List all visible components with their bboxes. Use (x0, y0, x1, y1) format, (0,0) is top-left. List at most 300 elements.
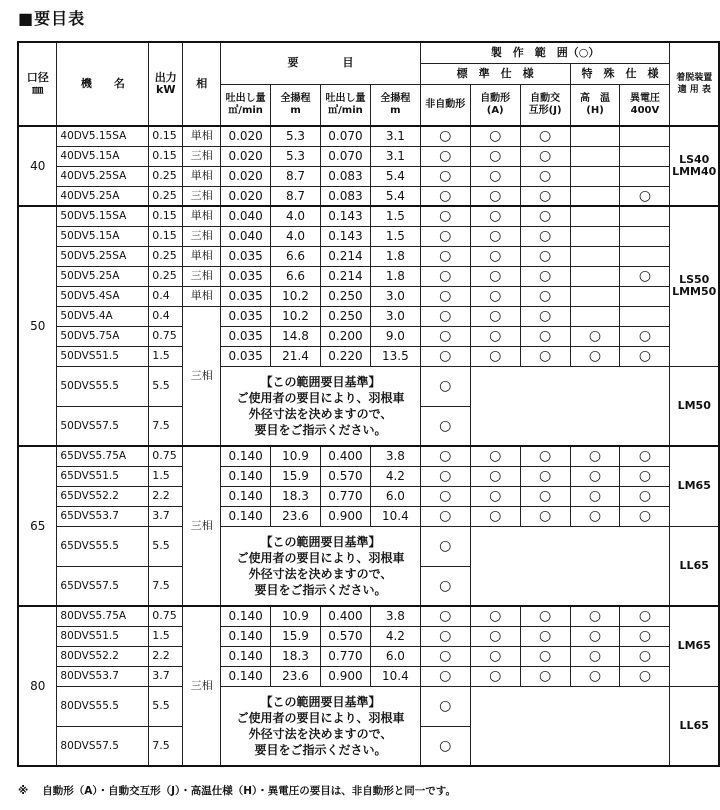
model-cell: 80DVS52.2 (57, 646, 149, 666)
head-cell: 1.5 (370, 206, 420, 226)
circle-mark: ○ (538, 448, 552, 465)
range-cell (620, 346, 670, 366)
note-line: 【この範囲要目基準】 (260, 534, 381, 549)
circle-mark: ○ (439, 228, 452, 244)
circle-mark: ○ (439, 148, 452, 164)
footnote (18, 783, 456, 798)
circle-mark: ○ (538, 248, 552, 264)
model-cell: 50DV5.25SA (57, 246, 149, 266)
flow-cell: 0.035 (221, 246, 271, 266)
note-line: 【この範囲要目基準】 (260, 694, 381, 709)
header-flow-1: 吐出し量 ㎥/min (221, 84, 271, 126)
circle-mark: ○ (538, 208, 552, 225)
model-cell: 40DV5.25SA (57, 166, 149, 186)
circle-mark: ○ (489, 288, 502, 304)
range-cell (420, 346, 470, 366)
model-cell: 40DV5.15A (57, 146, 149, 166)
range-cell (520, 606, 570, 626)
flow-cell: 0.070 (320, 146, 370, 166)
circle-mark: ○ (588, 608, 602, 625)
flow-cell: 0.040 (221, 206, 271, 226)
range-cell (570, 166, 620, 186)
head-cell: 3.0 (370, 286, 420, 306)
range-cell (420, 686, 470, 726)
head-cell: 6.6 (271, 246, 321, 266)
circle-mark: ○ (638, 508, 652, 524)
table-row (18, 226, 719, 246)
model-cell: 40DV5.25A (57, 186, 149, 206)
circle-mark: ○ (538, 348, 552, 364)
output-cell: 0.15 (149, 126, 183, 146)
flow-cell: 0.035 (221, 306, 271, 326)
guide-cell: LM50 (670, 366, 719, 446)
phase-cell: 単相 (183, 126, 221, 146)
output-cell: 0.75 (149, 606, 183, 626)
head-cell: 21.4 (271, 346, 321, 366)
circle-mark: ○ (538, 268, 552, 284)
flow-cell: 0.020 (221, 166, 271, 186)
range-cell (420, 606, 470, 626)
range-cell (420, 466, 470, 486)
output-cell: 0.15 (149, 146, 183, 166)
circle-mark: ○ (588, 668, 602, 684)
circle-mark: ○ (489, 348, 502, 364)
model-cell: 80DVS53.7 (57, 666, 149, 686)
range-cell (470, 266, 520, 286)
spec-table (17, 41, 720, 767)
range-cell (420, 246, 470, 266)
circle-mark: ○ (439, 348, 452, 364)
flow-cell: 0.083 (320, 186, 370, 206)
bore-cell: 80 (18, 606, 57, 766)
range-cell (620, 126, 670, 146)
flow-cell: 0.140 (221, 506, 271, 526)
range-cell (620, 606, 670, 626)
range-cell (470, 226, 520, 246)
model-cell: 80DVS55.5 (57, 686, 149, 726)
range-cell (520, 506, 570, 526)
output-cell: 7.5 (149, 726, 183, 766)
circle-mark: ○ (439, 577, 452, 594)
circle-mark: ○ (439, 268, 452, 284)
range-cell (520, 186, 570, 206)
range-cell (570, 206, 620, 226)
flow-cell: 0.020 (221, 186, 271, 206)
circle-mark: ○ (489, 328, 502, 344)
table-row (18, 146, 719, 166)
header-head-2: 全揚程 m (370, 84, 420, 126)
range-cell (470, 666, 520, 686)
phase-cell: 三相 (183, 226, 221, 246)
flow-cell: 0.220 (320, 346, 370, 366)
flow-cell: 0.140 (221, 446, 271, 466)
circle-mark: ○ (489, 128, 502, 145)
model-cell: 50DV5.25A (57, 266, 149, 286)
range-cell (470, 166, 520, 186)
table-row (18, 286, 719, 306)
table-row (18, 346, 719, 366)
header-auto: 自動形 (A) (470, 84, 520, 126)
circle-mark: ○ (489, 608, 502, 625)
header-bore: 口径 ㎜ (18, 42, 57, 126)
circle-mark: ○ (638, 628, 652, 644)
footnote-text: 自動形（A）・自動交互形（J）・高温仕様（H）・異電圧の要目は、非自動形と同一です。 (42, 785, 456, 797)
flow-cell: 0.900 (320, 506, 370, 526)
head-cell: 23.6 (271, 506, 321, 526)
output-cell: 7.5 (149, 406, 183, 446)
flow-cell: 0.400 (320, 446, 370, 466)
table-row (18, 326, 719, 346)
guide-label: LMM40 (672, 165, 717, 178)
flow-cell: 0.083 (320, 166, 370, 186)
head-cell: 10.2 (271, 306, 321, 326)
range-cell (620, 666, 670, 686)
circle-mark: ○ (538, 328, 552, 344)
head-cell: 5.3 (271, 146, 321, 166)
flow-cell: 0.400 (320, 606, 370, 626)
table-row (18, 166, 719, 186)
range-cell (470, 306, 520, 326)
model-cell: 65DVS55.5 (57, 526, 149, 566)
header-special: 特 殊 仕 様 (570, 63, 670, 84)
guide-cell (670, 206, 719, 366)
flow-cell: 0.140 (221, 626, 271, 646)
range-cell (620, 246, 670, 266)
range-cell (620, 146, 670, 166)
output-cell: 1.5 (149, 346, 183, 366)
flow-cell: 0.140 (221, 486, 271, 506)
circle-mark: ○ (439, 288, 452, 304)
circle-mark: ○ (538, 308, 552, 324)
output-cell: 5.5 (149, 526, 183, 566)
header-spec: 要 目 (221, 42, 421, 84)
flow-cell: 0.143 (320, 206, 370, 226)
range-cell (420, 646, 470, 666)
circle-mark: ○ (588, 468, 602, 484)
model-cell: 50DV5.4A (57, 306, 149, 326)
range-cell (570, 326, 620, 346)
range-cell (520, 146, 570, 166)
range-cell (520, 166, 570, 186)
circle-mark: ○ (489, 668, 502, 684)
range-cell (420, 146, 470, 166)
range-cell (420, 266, 470, 286)
model-cell: 65DVS51.5 (57, 466, 149, 486)
circle-mark: ○ (489, 148, 502, 164)
guide-cell (670, 446, 719, 526)
range-cell (570, 446, 620, 466)
header-output: 出力 kW (149, 42, 183, 126)
head-cell: 13.5 (370, 346, 420, 366)
circle-mark: ○ (538, 128, 552, 145)
note-line: ご使用者の要目により、羽根車 (236, 710, 405, 725)
range-cell (420, 566, 470, 606)
guide-cell (670, 606, 719, 686)
range-cell-empty (470, 686, 670, 766)
circle-mark: ○ (638, 488, 652, 504)
header-standard: 標 準 仕 様 (420, 63, 570, 84)
range-cell (570, 646, 620, 666)
output-cell: 0.15 (149, 206, 183, 226)
range-cell (520, 266, 570, 286)
circle-mark: ○ (439, 168, 452, 184)
output-cell: 1.5 (149, 626, 183, 646)
head-cell: 1.8 (370, 246, 420, 266)
header-head-1: 全揚程 m (271, 84, 321, 126)
head-cell: 5.4 (370, 186, 420, 206)
head-cell: 1.8 (370, 266, 420, 286)
model-cell: 65DVS57.5 (57, 566, 149, 606)
circle-mark: ○ (439, 508, 452, 524)
range-cell (470, 346, 520, 366)
output-cell: 3.7 (149, 666, 183, 686)
output-cell: 0.25 (149, 186, 183, 206)
circle-mark: ○ (439, 737, 452, 754)
circle-mark: ○ (538, 468, 552, 484)
guide-label: LM65 (677, 639, 711, 653)
note-line: ご使用者の要目により、羽根車 (236, 550, 405, 565)
circle-mark: ○ (489, 508, 502, 524)
flow-cell: 0.250 (320, 306, 370, 326)
circle-mark: ○ (489, 168, 502, 184)
head-cell: 8.7 (271, 186, 321, 206)
table-row (18, 526, 719, 566)
circle-mark: ○ (588, 648, 602, 664)
model-cell: 80DVS5.75A (57, 606, 149, 626)
table-row (18, 206, 719, 226)
range-cell (520, 226, 570, 246)
circle-mark: ○ (538, 148, 552, 164)
circle-mark: ○ (638, 268, 652, 284)
circle-mark: ○ (538, 228, 552, 244)
output-cell: 7.5 (149, 566, 183, 606)
output-cell: 5.5 (149, 686, 183, 726)
table-row (18, 366, 719, 406)
range-cell (570, 626, 620, 646)
range-cell (470, 246, 520, 266)
model-cell: 65DVS52.2 (57, 486, 149, 506)
flow-cell: 0.035 (221, 266, 271, 286)
phase-cell: 三相 (183, 266, 221, 286)
header-flow-2: 吐出し量 ㎥/min (320, 84, 370, 126)
model-cell: 50DV5.4SA (57, 286, 149, 306)
output-cell: 5.5 (149, 366, 183, 406)
range-cell (420, 306, 470, 326)
note-line: 外径寸法を決めますので、 (248, 726, 393, 741)
range-cell (520, 666, 570, 686)
flow-cell: 0.140 (221, 666, 271, 686)
circle-mark: ○ (439, 378, 452, 394)
guide-cell (670, 126, 719, 206)
circle-mark: ○ (588, 488, 602, 504)
circle-mark: ○ (588, 508, 602, 524)
head-cell: 5.4 (370, 166, 420, 186)
flow-cell: 0.214 (320, 246, 370, 266)
range-cell (620, 266, 670, 286)
range-cell (620, 226, 670, 246)
range-cell (620, 446, 670, 466)
flow-cell: 0.250 (320, 286, 370, 306)
flow-cell: 0.143 (320, 226, 370, 246)
phase-cell: 単相 (183, 206, 221, 226)
model-cell: 50DVS51.5 (57, 346, 149, 366)
table-row (18, 126, 719, 146)
table-row (18, 466, 719, 486)
flow-cell: 0.020 (221, 126, 271, 146)
output-cell: 0.75 (149, 446, 183, 466)
header-model: 機 名 (57, 42, 149, 126)
range-cell (620, 306, 670, 326)
range-cell (620, 286, 670, 306)
phase-cell: 三相 (183, 146, 221, 166)
circle-mark: ○ (489, 488, 502, 504)
flow-cell: 0.570 (320, 466, 370, 486)
range-cell (470, 206, 520, 226)
header-auto-alt: 自動交 互形(J) (520, 84, 570, 126)
phase-cell: 三相 (183, 306, 221, 446)
range-cell (620, 626, 670, 646)
output-cell: 0.75 (149, 326, 183, 346)
table-row (18, 666, 719, 686)
flow-cell: 0.200 (320, 326, 370, 346)
head-cell: 6.0 (370, 646, 420, 666)
range-cell (520, 246, 570, 266)
output-cell: 3.7 (149, 506, 183, 526)
table-row (18, 626, 719, 646)
circle-mark: ○ (538, 168, 552, 184)
range-cell (470, 326, 520, 346)
head-cell: 10.4 (370, 666, 420, 686)
circle-mark: ○ (489, 468, 502, 484)
flow-cell: 0.140 (221, 606, 271, 626)
phase-cell: 単相 (183, 246, 221, 266)
circle-mark: ○ (638, 348, 652, 364)
circle-mark: ○ (538, 608, 552, 625)
model-cell: 50DV5.15SA (57, 206, 149, 226)
model-cell: 65DVS5.75A (57, 446, 149, 466)
range-cell (420, 726, 470, 766)
head-cell: 14.8 (271, 326, 321, 346)
output-cell: 0.15 (149, 226, 183, 246)
flow-cell: 0.070 (320, 126, 370, 146)
circle-mark: ○ (439, 308, 452, 324)
circle-mark: ○ (638, 448, 652, 465)
head-cell: 4.0 (271, 206, 321, 226)
head-cell: 4.0 (271, 226, 321, 246)
circle-mark: ○ (489, 268, 502, 284)
range-cell (420, 326, 470, 346)
output-cell: 1.5 (149, 466, 183, 486)
note-line: 要目をご指示ください。 (254, 422, 387, 437)
range-cell (420, 526, 470, 566)
range-cell (420, 366, 470, 406)
flow-cell: 0.035 (221, 326, 271, 346)
table-row (18, 606, 719, 626)
output-cell: 2.2 (149, 646, 183, 666)
table-row (18, 266, 719, 286)
header-guide: 着脱装置 適 用 表 (670, 42, 719, 126)
circle-mark: ○ (638, 187, 652, 204)
phase-cell: 三相 (183, 186, 221, 206)
circle-mark: ○ (638, 668, 652, 684)
head-cell: 6.0 (370, 486, 420, 506)
circle-mark: ○ (439, 648, 452, 664)
range-cell-empty (470, 366, 670, 446)
range-cell (470, 186, 520, 206)
model-cell: 40DV5.15SA (57, 126, 149, 146)
circle-mark: ○ (439, 608, 452, 625)
table-row (18, 446, 719, 466)
table-row (18, 686, 719, 726)
circle-mark: ○ (439, 628, 452, 644)
circle-mark: ○ (439, 248, 452, 264)
circle-mark: ○ (489, 648, 502, 664)
head-cell: 23.6 (271, 666, 321, 686)
guide-label: LM65 (677, 479, 711, 493)
head-cell: 15.9 (271, 466, 321, 486)
output-cell: 0.25 (149, 166, 183, 186)
head-cell: 5.3 (271, 126, 321, 146)
note-line: 【この範囲要目基準】 (260, 374, 381, 389)
circle-mark: ○ (489, 208, 502, 225)
circle-mark: ○ (439, 187, 452, 204)
head-cell: 4.2 (370, 466, 420, 486)
guide-label: LS40 (679, 153, 710, 166)
guide-cell: LL65 (670, 686, 719, 766)
note-line: ご使用者の要目により、羽根車 (236, 390, 405, 405)
range-cell-empty (470, 526, 670, 606)
table-row (18, 246, 719, 266)
bore-cell: 65 (18, 446, 57, 606)
range-cell (470, 486, 520, 506)
header-range: 製 作 範 囲（○） (420, 42, 670, 63)
output-cell: 2.2 (149, 486, 183, 506)
circle-mark: ○ (489, 228, 502, 244)
circle-mark: ○ (439, 668, 452, 684)
model-cell: 50DVS57.5 (57, 406, 149, 446)
circle-mark: ○ (538, 288, 552, 304)
range-cell (470, 506, 520, 526)
note-cell (221, 686, 421, 766)
range-cell (420, 626, 470, 646)
page-title: ■要目表 (18, 9, 86, 28)
circle-mark: ○ (638, 468, 652, 484)
range-cell (520, 206, 570, 226)
range-cell (520, 486, 570, 506)
head-cell: 10.4 (370, 506, 420, 526)
head-cell: 15.9 (271, 626, 321, 646)
range-cell (420, 286, 470, 306)
head-cell: 9.0 (370, 326, 420, 346)
range-cell (470, 446, 520, 466)
range-cell (620, 646, 670, 666)
output-cell: 0.4 (149, 306, 183, 326)
flow-cell: 0.214 (320, 266, 370, 286)
range-cell (620, 466, 670, 486)
circle-mark: ○ (439, 538, 452, 554)
circle-mark: ○ (538, 508, 552, 524)
range-cell (520, 326, 570, 346)
circle-mark: ○ (638, 328, 652, 344)
phase-cell: 三相 (183, 606, 221, 766)
range-cell (520, 306, 570, 326)
circle-mark: ○ (538, 648, 552, 664)
head-cell: 18.3 (271, 486, 321, 506)
range-cell (470, 646, 520, 666)
range-cell (570, 506, 620, 526)
phase-cell: 単相 (183, 286, 221, 306)
range-cell (470, 606, 520, 626)
